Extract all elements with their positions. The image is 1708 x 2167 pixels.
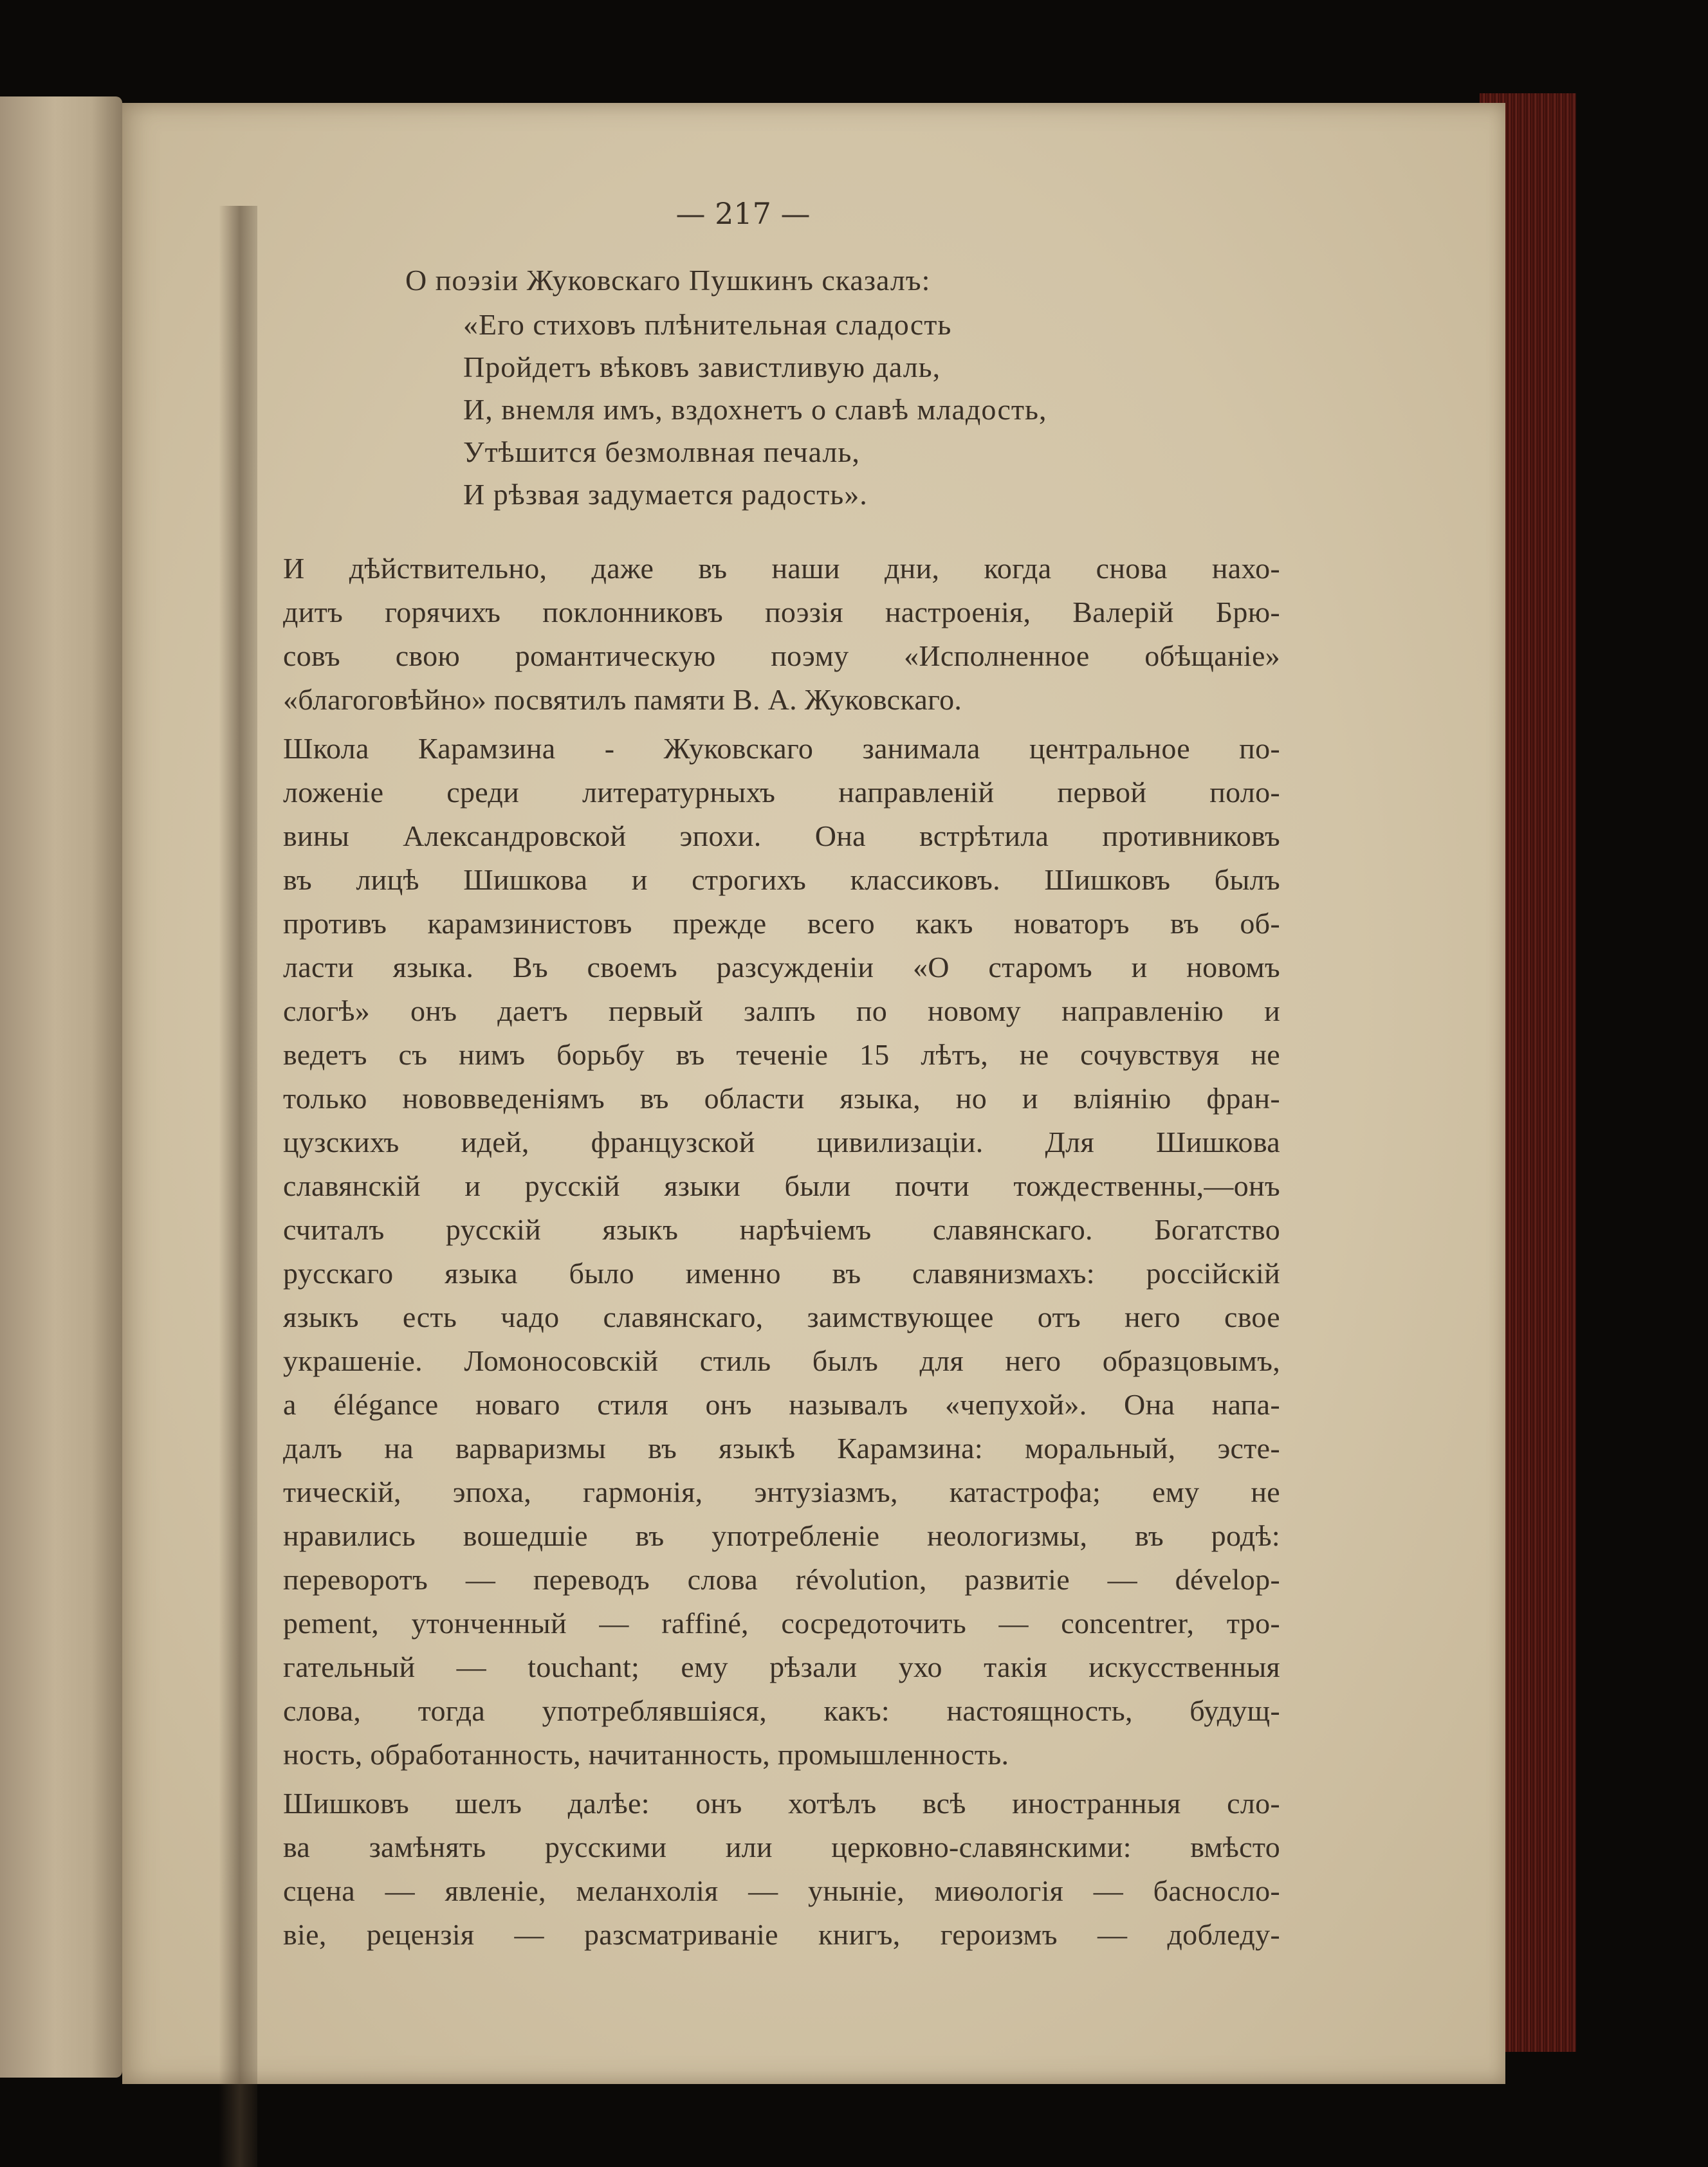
text-line: славянскій и русскій языки были почти тождественны,—онъ [283, 1169, 1280, 1202]
text-line: языкъ есть чадо славянскаго, заимствующее отъ него свое [283, 1301, 1280, 1333]
text-line: гательный — touchant; ему рѣзали ухо такія искусственныя [283, 1650, 1280, 1683]
text-line: украшеніе. Ломоносовскій стиль былъ для него образцовымъ, [283, 1344, 1280, 1377]
text-line: а élégance новаго стиля онъ называлъ «чепухой». Она напа- [283, 1388, 1280, 1421]
text-line: вины Александровской эпохи. Она встрѣтила противниковъ [283, 819, 1280, 852]
text-line: ласти языка. Въ своемъ разсужденіи «О старомъ и новомъ [283, 951, 1280, 983]
text-line: противъ карамзинистовъ прежде всего какъ новаторъ въ об- [283, 907, 1280, 940]
text-line: нравились вошедшіе въ употребленіе неологизмы, въ родѣ: [283, 1519, 1280, 1552]
verse-line: И, внемля имъ, вздохнетъ о славѣ младость, [463, 393, 1047, 426]
text-line: считалъ русскій языкъ нарѣчіемъ славянскаго. Богатство [283, 1213, 1280, 1246]
text-line: цузскихъ идей, французской цивилизаціи. Для Шишкова [283, 1126, 1280, 1158]
text-line: дитъ горячихъ поклонниковъ поэзія настроенія, Валерій Брю- [283, 596, 1280, 628]
verse-line: И рѣзвая задумается радость». [463, 478, 868, 511]
text-line: pement, утонченный — raffiné, сосредоточить — concentrer, тро- [283, 1607, 1280, 1640]
text-column [283, 257, 1280, 1957]
paragraph [283, 727, 1280, 1777]
text-line: «благоговѣйно» посвятилъ памяти В. А. Жуковскаго. [283, 683, 962, 716]
verse-intro: О поэзіи Жуковскаго Пушкинъ сказалъ: [405, 264, 931, 297]
text-line: И дѣйствительно, даже въ наши дни, когда снова нахо- [283, 552, 1280, 585]
text-line: переворотъ — переводъ слова révolution, развитіе — dévelop- [283, 1563, 1280, 1596]
gutter-shadow [219, 206, 257, 2167]
text-line: тическій, эпоха, гармонія, энтузіазмъ, катастрофа; ему не [283, 1476, 1280, 1508]
page-number: — 217 — [675, 196, 811, 231]
text-line: въ лицѣ Шишкова и строгихъ классиковъ. Шишковъ былъ [283, 863, 1280, 896]
text-line: далъ на варваризмы въ языкѣ Карамзина: моральный, эсте- [283, 1432, 1280, 1465]
text-line: только нововведеніямъ въ области языка, но и вліянію фран- [283, 1082, 1280, 1115]
left-page-edge [0, 96, 122, 2078]
verse-block [463, 304, 1280, 516]
verse-line: «Его стиховъ плѣнительная сладость [463, 308, 952, 341]
paragraph [283, 547, 1280, 722]
verse-line: Утѣшится безмолвная печаль, [463, 435, 860, 468]
text-line: ва замѣнять русскими или церковно-славянскими: вмѣсто [283, 1831, 1280, 1863]
text-line: Школа Карамзина - Жуковскаго занимала центральное по- [283, 732, 1280, 765]
text-line: ложеніе среди литературныхъ направленій первой поло- [283, 776, 1280, 809]
text-line: Шишковъ шелъ далѣе: онъ хотѣлъ всѣ иностранныя сло- [283, 1787, 1280, 1820]
text-line: совъ свою романтическую поэму «Исполненное обѣщаніе» [283, 639, 1280, 672]
verse-line: Пройдетъ вѣковъ завистливую даль, [463, 351, 941, 383]
text-line: ведетъ съ нимъ борьбу въ теченіе 15 лѣтъ, не сочувствуя не [283, 1038, 1280, 1071]
text-line: ность, обработанность, начитанность, промышленность. [283, 1738, 1009, 1771]
text-line: слогѣ» онъ даетъ первый залпъ по новому направленію и [283, 994, 1280, 1027]
text-line: слова, тогда употреблявшіяся, какъ: настоящность, будущ- [283, 1694, 1280, 1727]
text-line: віе, рецензія — разсматриваніе книгъ, героизмъ — добледу- [283, 1918, 1280, 1951]
text-line: русскаго языка было именно въ славянизмахъ: россійскій [283, 1257, 1280, 1290]
text-line: сцена — явленіе, меланхолія — уныніе, миѳологія — басносло- [283, 1874, 1280, 1907]
book-page [122, 103, 1505, 2084]
paragraph [283, 1782, 1280, 1957]
